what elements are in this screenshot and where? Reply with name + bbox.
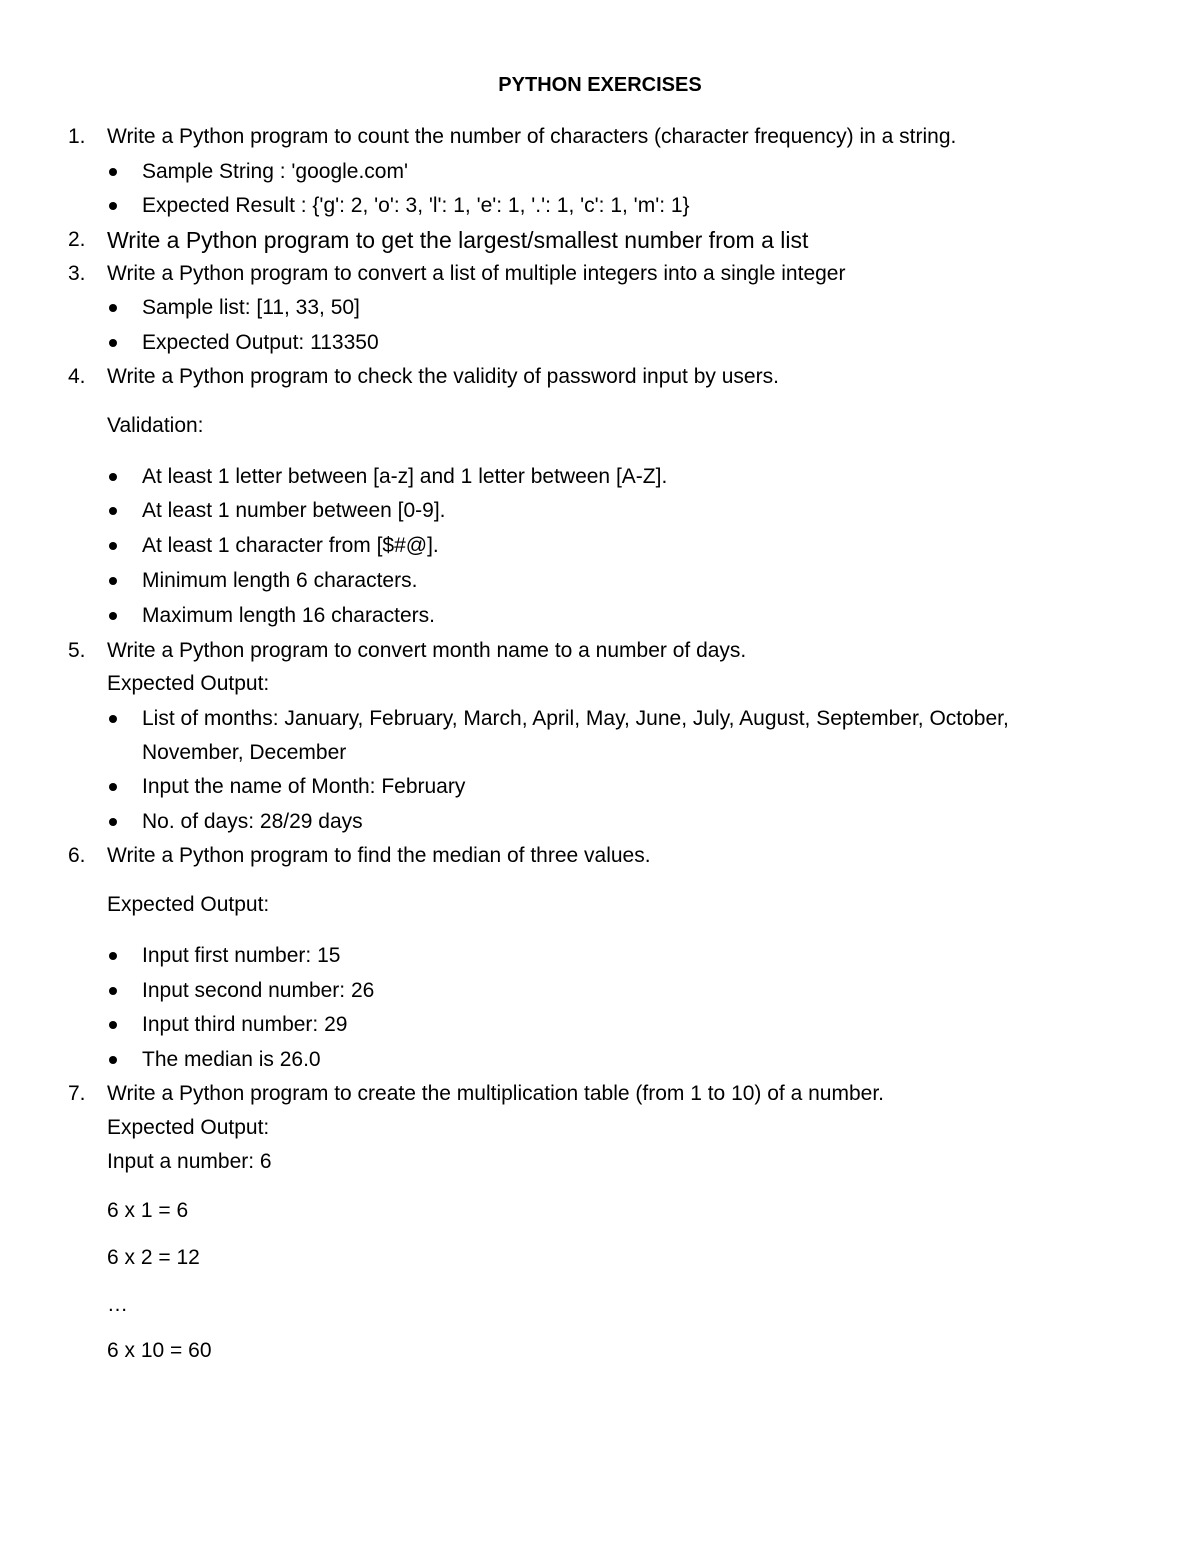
- output-text: 6 x 10 = 60: [107, 1339, 212, 1362]
- bullet-icon: [109, 1056, 117, 1064]
- document-title: PYTHON EXERCISES: [498, 74, 702, 96]
- exercise-text: Write a Python program to find the median of three values.: [107, 844, 651, 867]
- bullet-text: Input second number: 26: [142, 979, 375, 1002]
- bullet-icon: [109, 542, 117, 550]
- bullet-text: At least 1 number between [0-9].: [142, 499, 446, 522]
- bullet-text: Expected Output: 113350: [142, 331, 379, 354]
- bullet-text: Sample String : 'google.com': [142, 160, 408, 183]
- bullet-icon: [109, 952, 117, 960]
- exercise-number: 1.: [68, 125, 86, 148]
- exercise-text: Write a Python program to convert a list of multiple integers into a single integer: [107, 262, 846, 285]
- exercise-number: 4.: [68, 365, 86, 388]
- bullet-text: Minimum length 6 characters.: [142, 569, 418, 592]
- bullet-icon: [109, 507, 117, 515]
- bullet-text: Input first number: 15: [142, 944, 341, 967]
- bullet-icon: [109, 783, 117, 791]
- subheading-text: Validation:: [107, 414, 204, 437]
- bullet-icon: [109, 304, 117, 312]
- bullet-icon: [109, 987, 117, 995]
- bullet-text: November, December: [142, 741, 347, 764]
- bullet-icon: [109, 818, 117, 826]
- bullet-text: Input the name of Month: February: [142, 775, 466, 798]
- exercise-number: 6.: [68, 844, 86, 867]
- output-text: …: [107, 1293, 128, 1316]
- output-text: 6 x 1 = 6: [107, 1199, 189, 1222]
- exercise-text: Write a Python program to create the multiplication table (from 1 to 10) of a number.: [107, 1082, 884, 1105]
- bullet-text: Input third number: 29: [142, 1013, 348, 1036]
- bullet-icon: [109, 612, 117, 620]
- subheading-text: Expected Output:: [107, 1116, 270, 1139]
- bullet-text: The median is 26.0: [142, 1048, 321, 1071]
- exercise-text: Write a Python program to check the validity of password input by users.: [107, 365, 779, 388]
- bullet-icon: [109, 202, 117, 210]
- bullet-text: At least 1 character from [$#@].: [142, 534, 439, 557]
- exercise-number: 5.: [68, 639, 86, 662]
- subheading-text: Expected Output:: [107, 672, 270, 695]
- output-text: Input a number: 6: [107, 1150, 272, 1173]
- bullet-icon: [109, 1021, 117, 1029]
- bullet-text: No. of days: 28/29 days: [142, 810, 363, 833]
- exercise-text: Write a Python program to convert month name to a number of days.: [107, 639, 747, 662]
- bullet-text: Maximum length 16 characters.: [142, 604, 435, 627]
- exercise-number: 3.: [68, 262, 86, 285]
- bullet-icon: [109, 715, 117, 723]
- subheading-text: Expected Output:: [107, 893, 270, 916]
- bullet-text: At least 1 letter between [a-z] and 1 letter between [A-Z].: [142, 465, 668, 488]
- bullet-icon: [109, 339, 117, 347]
- exercise-text: Write a Python program to get the largest/smallest number from a list: [107, 227, 809, 253]
- bullet-text: List of months: January, February, March, April, May, June, July, August, September, October,: [142, 707, 1009, 730]
- bullet-text: Sample list: [11, 33, 50]: [142, 296, 360, 319]
- output-text: 6 x 2 = 12: [107, 1246, 200, 1269]
- bullet-text: Expected Result : {'g': 2, 'o': 3, 'l': 1, 'e': 1, '.': 1, 'c': 1, 'm': 1}: [142, 194, 690, 217]
- exercise-number: 2.: [68, 228, 86, 251]
- bullet-icon: [109, 168, 117, 176]
- bullet-icon: [109, 577, 117, 585]
- bullet-icon: [109, 473, 117, 481]
- exercise-text: Write a Python program to count the number of characters (character frequency) in a string.: [107, 125, 957, 148]
- exercise-number: 7.: [68, 1082, 86, 1105]
